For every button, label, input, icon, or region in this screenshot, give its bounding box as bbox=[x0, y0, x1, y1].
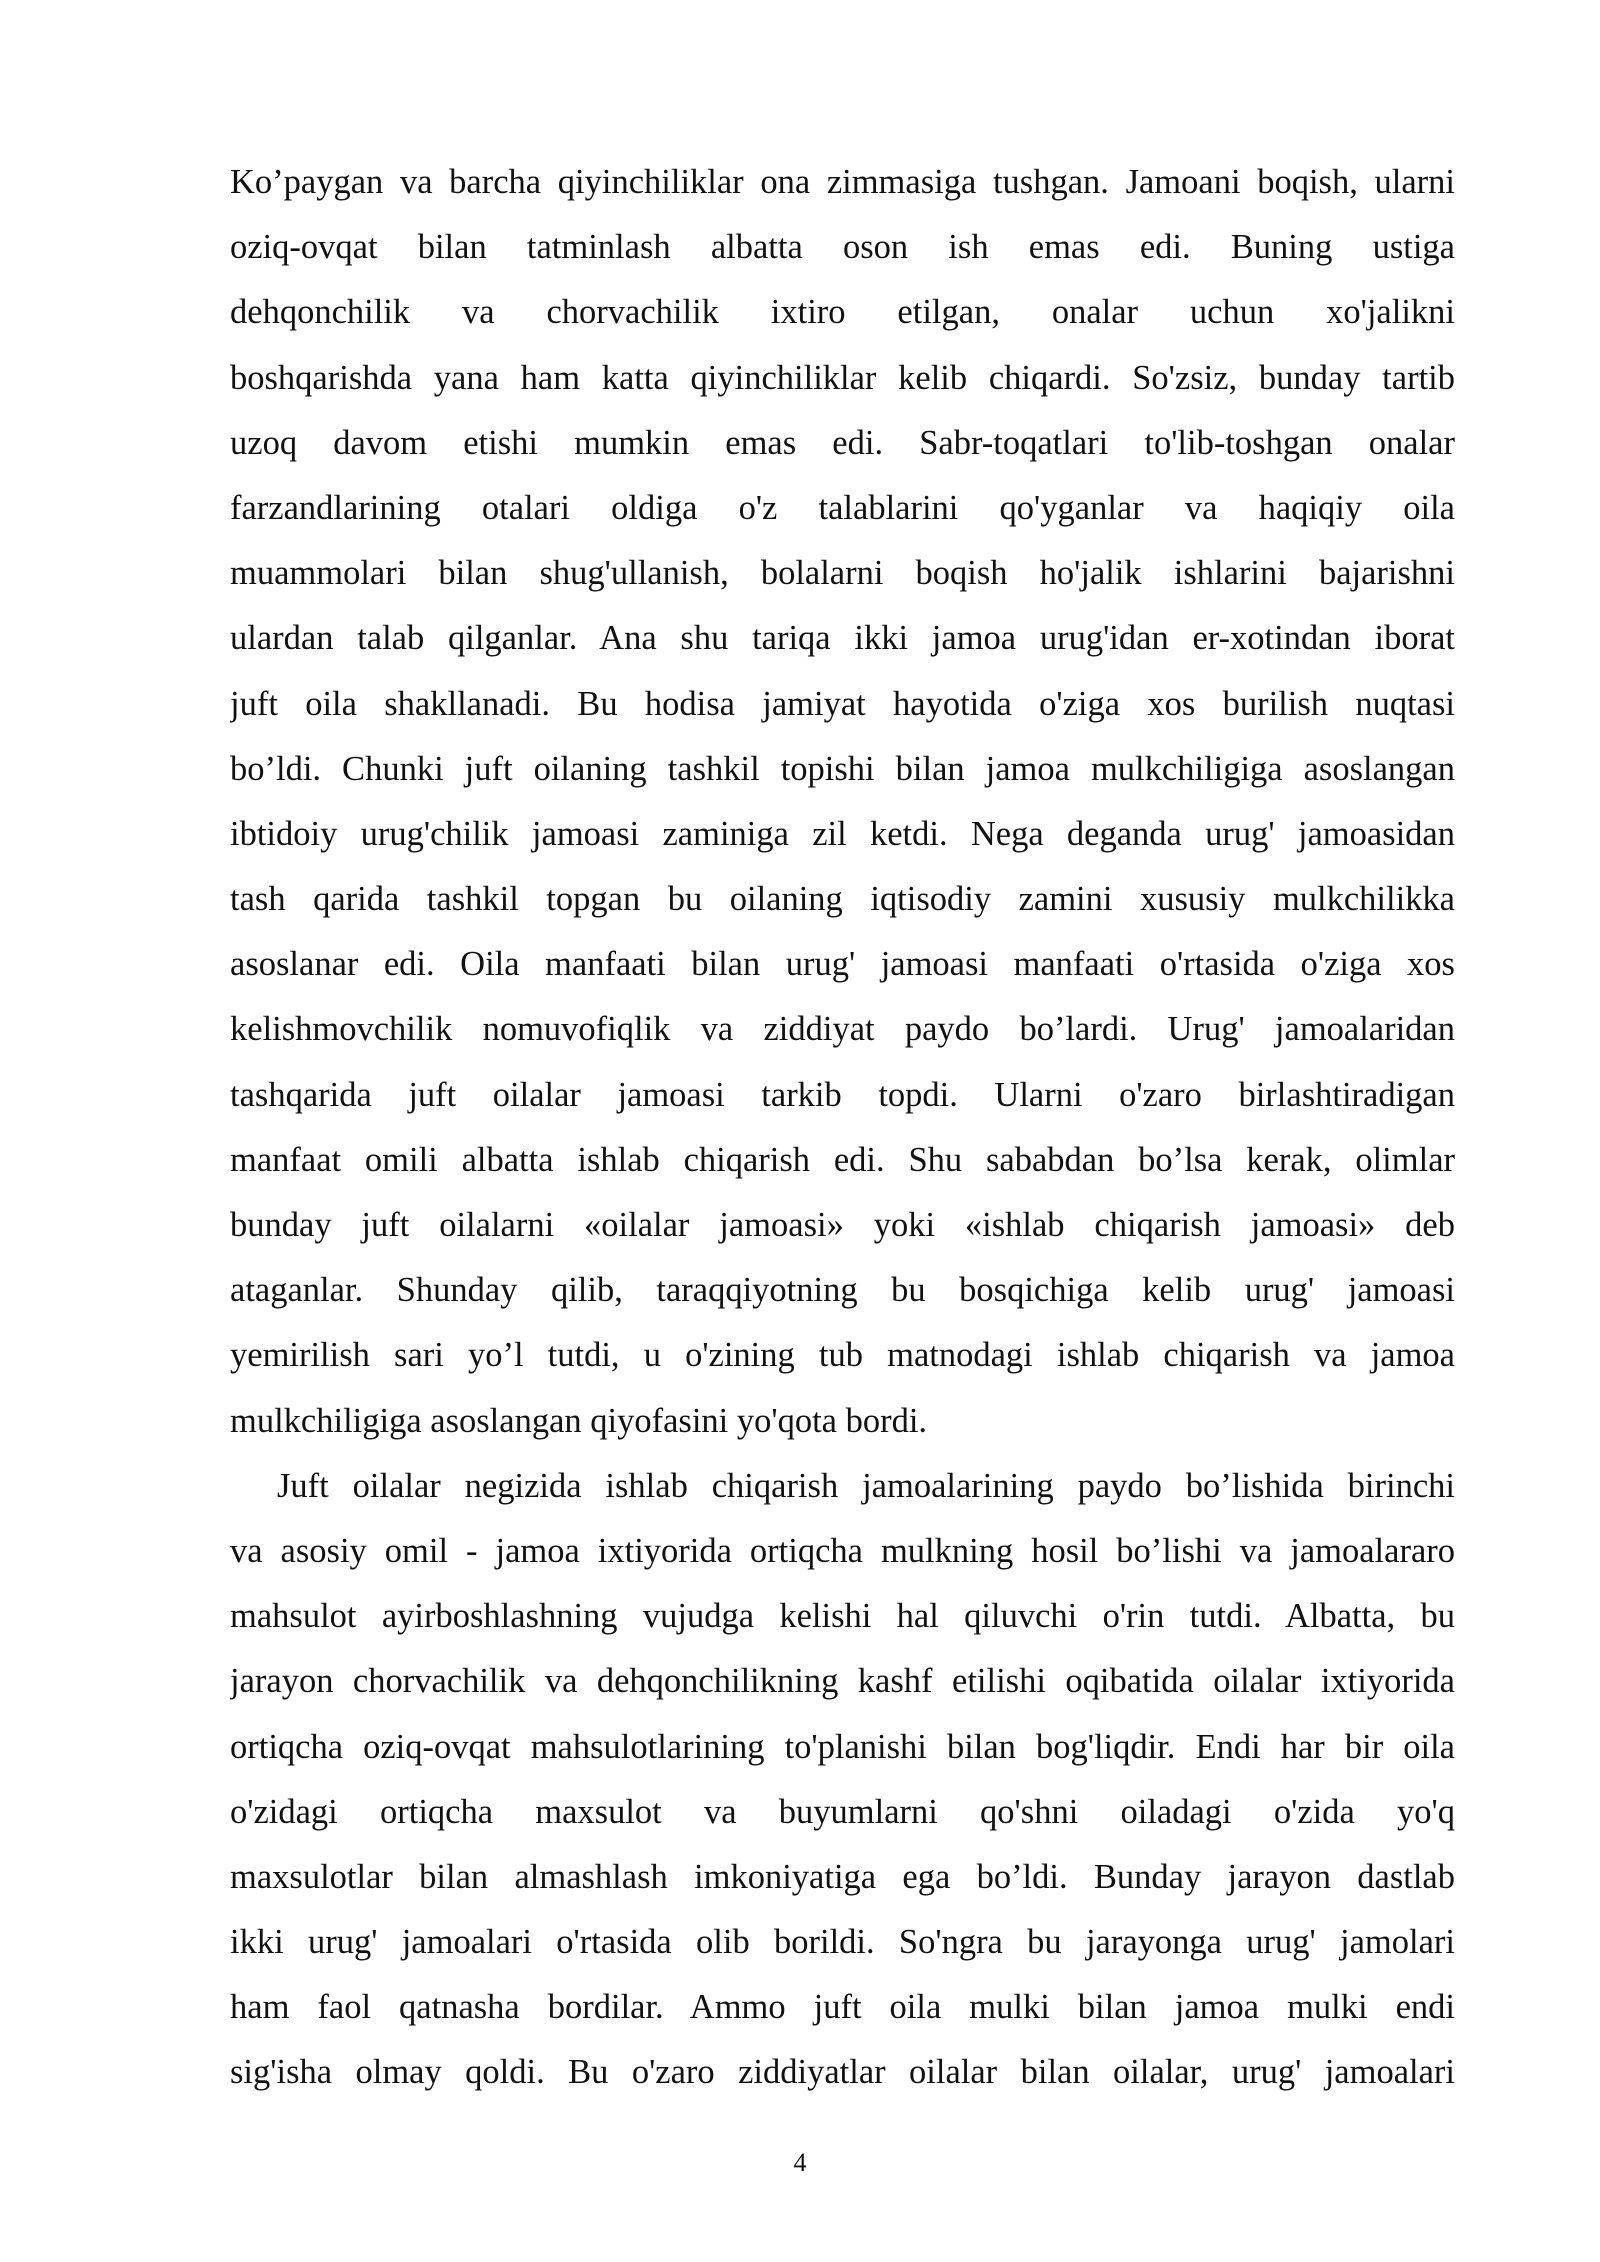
text-line: juft oila shakllanadi. Bu hodisa jamiyat hayotida o'ziga xos burilish nuqtasi bbox=[230, 684, 1455, 723]
text-line: ataganlar. Shunday qilib, taraqqiyotning bu bosqichiga kelib urug' jamoasi bbox=[230, 1271, 1455, 1310]
text-line: sig'isha olmay qoldi. Bu o'zaro ziddiyatlar oilalar bilan oilalar, urug' jamoalari bbox=[230, 2053, 1455, 2092]
text-line: mahsulot ayirboshlashning vujudga kelishi hal qiluvchi o'rin tutdi. Albatta, bu bbox=[230, 1597, 1455, 1636]
text-line: tash qarida tashkil topgan bu oilaning iqtisodiy zamini xususiy mulkchilikka bbox=[230, 880, 1455, 919]
text-line: oziq-ovqat bilan tatminlash albatta oson ish emas edi. Buning ustiga bbox=[230, 228, 1455, 267]
text-line: jarayon chorvachilik va dehqonchilikning kashf etilishi oqibatida oilalar ixtiyorida bbox=[230, 1662, 1455, 1701]
text-line: asoslanar edi. Oila manfaati bilan urug' jamoasi manfaati o'rtasida o'ziga xos bbox=[230, 945, 1455, 984]
text-line: ulardan talab qilganlar. Ana shu tariqa ikki jamoa urug'idan er-xotindan iborat bbox=[230, 619, 1455, 658]
page-number: 4 bbox=[793, 2148, 807, 2177]
text-line: boshqarishda yana ham katta qiyinchiliklar kelib chiqardi. So'zsiz, bunday tartib bbox=[230, 358, 1455, 397]
text-line: ham faol qatnasha bordilar. Ammo juft oila mulki bilan jamoa mulki endi bbox=[230, 1988, 1455, 2027]
text-line: bunday juft oilalarni «oilalar jamoasi» yoki «ishlab chiqarish jamoasi» deb bbox=[230, 1206, 1455, 1244]
text-line: farzandlarining otalari oldiga o'z talablarini qo'yganlar va haqiqiy oila bbox=[230, 488, 1455, 527]
paragraph-first-line: Juft oilalar negizida ishlab chiqarish jamoalarining paydo bo’lishida birinchi bbox=[277, 1466, 1455, 1505]
body-text bbox=[230, 150, 1455, 2106]
text-line: ibtidoiy urug'chilik jamoasi zaminiga zil ketdi. Nega deganda urug' jamoasidan bbox=[230, 814, 1455, 853]
text-line: manfaat omili albatta ishlab chiqarish edi. Shu sababdan bo’lsa kerak, olimlar bbox=[230, 1140, 1455, 1179]
text-line: Ko’paygan va barcha qiyinchiliklar ona zimmasiga tushgan. Jamoani boqish, ularni bbox=[230, 163, 1455, 201]
text-line: bo’ldi. Chunki juft oilaning tashkil topishi bilan jamoa mulkchiligiga asoslangan bbox=[230, 749, 1455, 788]
text-line: dehqonchilik va chorvachilik ixtiro etilgan, onalar uchun xo'jalikni bbox=[230, 293, 1455, 332]
text-line: tashqarida juft oilalar jamoasi tarkib topdi. Ularni o'zaro birlashtiradigan bbox=[230, 1075, 1455, 1114]
text-line: va asosiy omil - jamoa ixtiyorida ortiqcha mulkning hosil bo’lishi va jamoalararo bbox=[230, 1531, 1455, 1570]
text-line: yemirilish sari yo’l tutdi, u o'zining tub matnodagi ishlab chiqarish va jamoa bbox=[230, 1336, 1455, 1375]
text-line: o'zidagi ortiqcha maxsulot va buyumlarni qo'shni oiladagi o'zida yo'q bbox=[230, 1792, 1455, 1831]
text-line: muammolari bilan shug'ullanish, bolalarni boqish ho'jalik ishlarini bajarishni bbox=[230, 554, 1455, 593]
text-line: ortiqcha oziq-ovqat mahsulotlarining to'planishi bilan bog'liqdir. Endi har bir oila bbox=[230, 1727, 1455, 1766]
text-line: maxsulotlar bilan almashlash imkoniyatiga ega bo’ldi. Bunday jarayon dastlab bbox=[230, 1857, 1455, 1896]
text-line: uzoq davom etishi mumkin emas edi. Sabr-toqatlari to'lib-toshgan onalar bbox=[230, 423, 1455, 462]
paragraph-end-line: mulkchiligiga asoslangan qiyofasini yo'qota bordi. bbox=[230, 1401, 928, 1440]
text-line: kelishmovchilik nomuvofiqlik va ziddiyat paydo bo’lardi. Urug' jamoalaridan bbox=[230, 1010, 1455, 1049]
text-line: ikki urug' jamoalari o'rtasida olib borildi. So'ngra bu jarayonga urug' jamolari bbox=[230, 1923, 1455, 1962]
